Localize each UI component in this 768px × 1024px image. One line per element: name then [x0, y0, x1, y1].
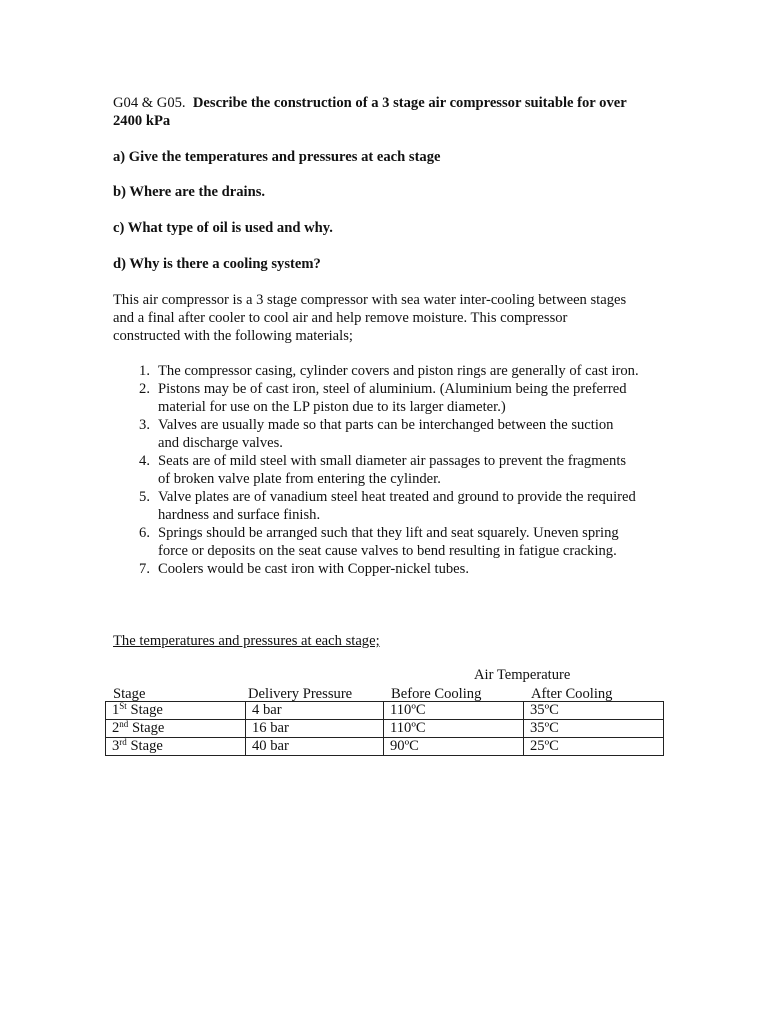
- stage-cell: 1St Stage: [106, 702, 246, 720]
- question-b: b) Where are the drains.: [113, 184, 266, 200]
- stage-cell: 2nd Stage: [106, 720, 246, 738]
- title-line-1: Describe the construction of a 3 stage air compressor suitable for over: [192, 95, 627, 111]
- list-number: 3.: [139, 417, 150, 433]
- after-cooling-cell: 25ºC: [524, 738, 664, 756]
- before-cooling-cell: 110ºC: [384, 702, 524, 720]
- list-item-line: Valve plates are of vanadium steel heat treated and ground to provide the required: [158, 489, 636, 505]
- intro-line: constructed with the following materials;: [113, 328, 353, 344]
- question-c: c) What type of oil is used and why.: [113, 220, 333, 236]
- document-title: [113, 94, 661, 130]
- column-header-delivery-pressure: Delivery Pressure: [248, 686, 353, 702]
- list-number: 1.: [139, 363, 150, 379]
- table-row: [106, 738, 664, 756]
- list-item: [113, 452, 661, 488]
- table-row: [106, 702, 664, 720]
- pressure-cell: 4 bar: [246, 702, 384, 720]
- pressure-cell: 40 bar: [246, 738, 384, 756]
- list-item-line: Coolers would be cast iron with Copper-nickel tubes.: [158, 561, 469, 577]
- intro-line: This air compressor is a 3 stage compressor with sea water inter-cooling between stages: [113, 292, 627, 308]
- list-item: [113, 362, 661, 380]
- materials-list: [113, 362, 661, 578]
- list-item-line: The compressor casing, cylinder covers and piston rings are generally of cast iron.: [158, 363, 639, 379]
- after-cooling-cell: 35ºC: [524, 702, 664, 720]
- before-cooling-cell: 90ºC: [384, 738, 524, 756]
- pressure-cell: 16 bar: [246, 720, 384, 738]
- question-a: a) Give the temperatures and pressures at each stage: [113, 149, 441, 165]
- list-item-line: Pistons may be of cast iron, steel of aluminium. (Aluminium being the preferred: [158, 381, 627, 397]
- list-item-text: [158, 362, 661, 380]
- list-item-line: Springs should be arranged such that they lift and seat squarely. Uneven spring: [158, 525, 619, 541]
- list-item: [113, 560, 661, 578]
- list-item-line: force or deposits on the seat cause valves to bend resulting in fatigue cracking.: [158, 543, 617, 559]
- list-number: 6.: [139, 525, 150, 541]
- list-item-line: Valves are usually made so that parts can be interchanged between the suction: [158, 417, 614, 433]
- list-item-line: hardness and surface finish.: [158, 507, 321, 523]
- column-header-before-cooling: Before Cooling: [391, 686, 482, 702]
- stages-table: [105, 701, 664, 756]
- table-row: [106, 720, 664, 738]
- question-d: d) Why is there a cooling system?: [113, 256, 321, 272]
- before-cooling-cell: 110ºC: [384, 720, 524, 738]
- list-item: [113, 416, 661, 452]
- list-item-line: Seats are of mild steel with small diameter air passages to prevent the fragments: [158, 453, 627, 469]
- list-number: 4.: [139, 453, 150, 469]
- column-header-after-cooling: After Cooling: [531, 686, 613, 702]
- stage-cell: 3rd Stage: [106, 738, 246, 756]
- list-item-line: material for use on the LP piston due to its larger diameter.): [158, 399, 506, 415]
- list-item: [113, 524, 661, 560]
- list-item: [113, 488, 661, 524]
- air-temperature-header: Air Temperature: [474, 667, 571, 683]
- list-number: 2.: [139, 381, 150, 397]
- table-heading: The temperatures and pressures at each stage;: [113, 633, 380, 649]
- intro-paragraph: [113, 291, 661, 345]
- column-header-stage: Stage: [113, 686, 146, 702]
- list-item: [113, 380, 661, 416]
- question-code: G04 & G05.: [113, 95, 186, 111]
- list-item-line: of broken valve plate from entering the cylinder.: [158, 471, 441, 487]
- after-cooling-cell: 35ºC: [524, 720, 664, 738]
- list-number: 5.: [139, 489, 150, 505]
- intro-line: and a final after cooler to cool air and help remove moisture. This compressor: [113, 310, 568, 326]
- title-line-2: 2400 kPa: [113, 113, 171, 129]
- list-number: 7.: [139, 561, 150, 577]
- list-item-line: and discharge valves.: [158, 435, 283, 451]
